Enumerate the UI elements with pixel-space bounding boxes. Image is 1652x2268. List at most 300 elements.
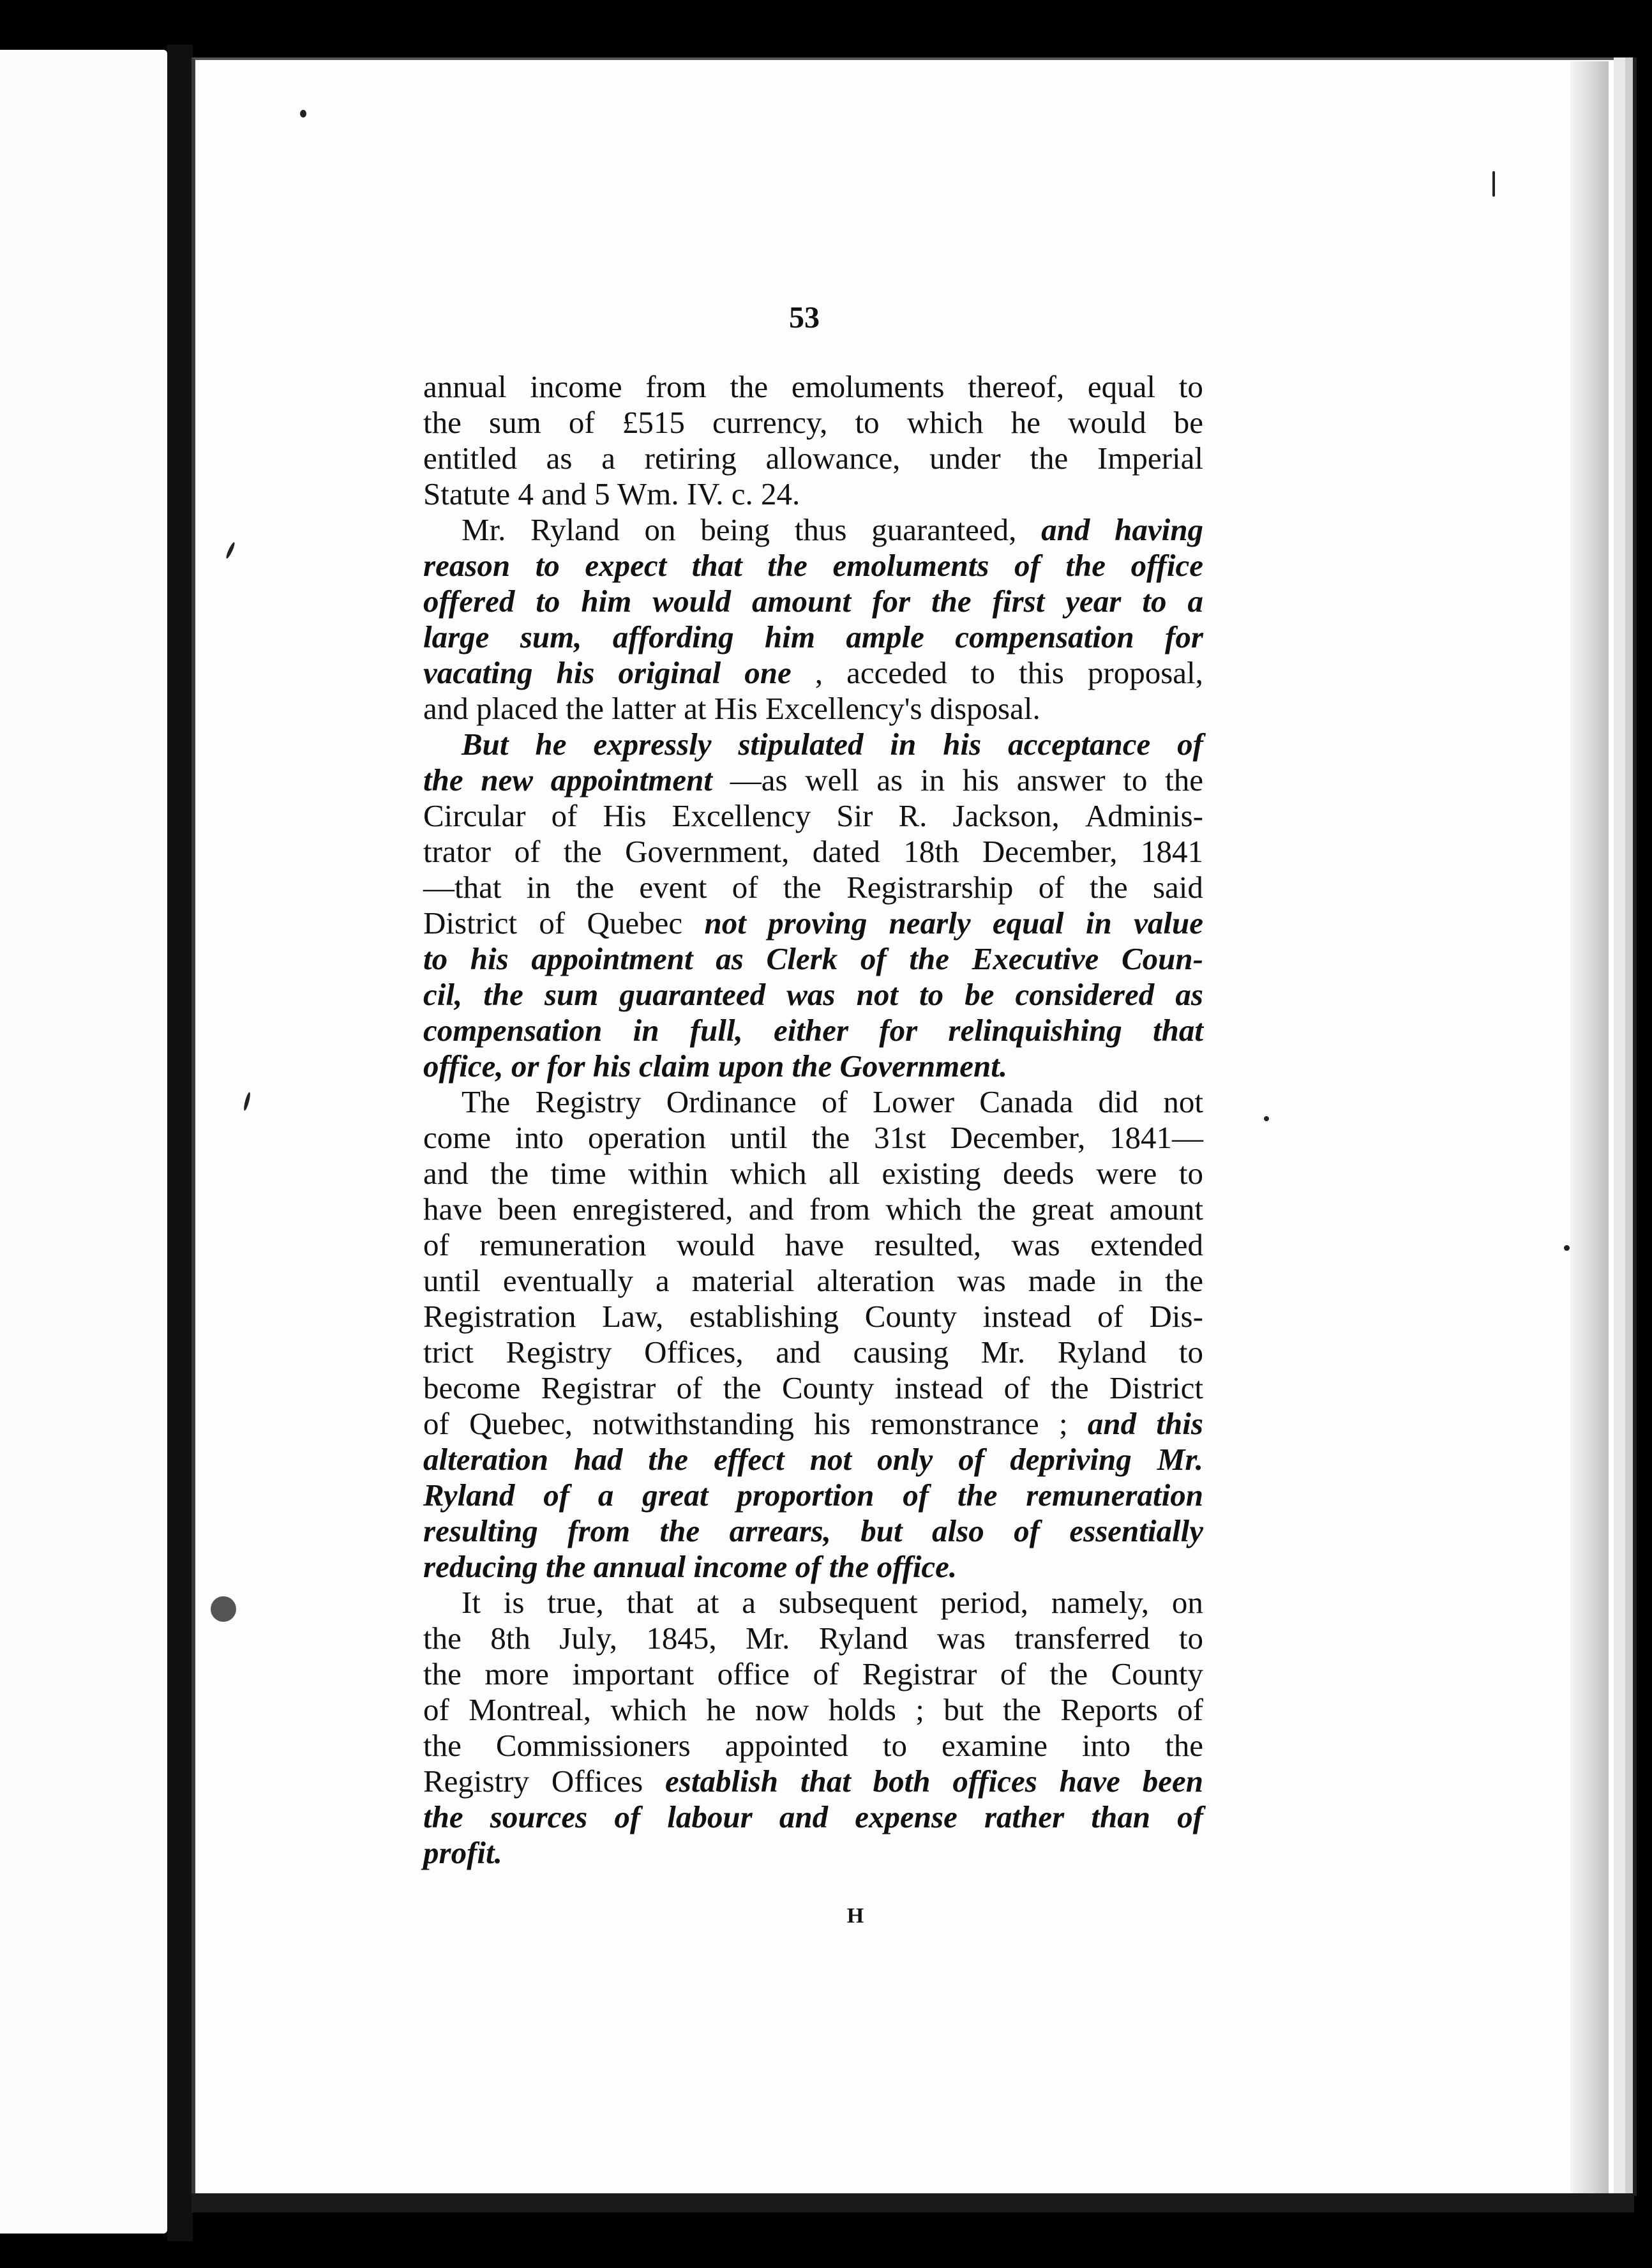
word: was [957, 1263, 1006, 1298]
word: of [1003, 1370, 1030, 1405]
word: under [929, 441, 1001, 476]
text-line [423, 655, 1203, 691]
word: office [717, 1656, 790, 1691]
word: 31st [874, 1120, 926, 1155]
ink-speck [300, 110, 306, 117]
word: Registry [506, 1334, 612, 1370]
book-gutter [167, 45, 193, 2241]
word: he [1010, 405, 1040, 440]
word: Mr. [745, 1621, 790, 1656]
word: Reports [1060, 1692, 1158, 1727]
word: to [970, 655, 995, 690]
word: of [813, 1656, 839, 1691]
word: the [1165, 1263, 1203, 1298]
word: the [490, 1156, 529, 1191]
italic-word: proving [768, 905, 867, 941]
italic-word: the [909, 941, 949, 976]
word: a [656, 1263, 670, 1298]
italic-word: sum, [520, 619, 582, 654]
text-line [423, 1120, 1203, 1156]
word: County [1111, 1656, 1203, 1691]
italic-word: full, [689, 1013, 743, 1048]
word: Sir [836, 798, 873, 833]
word: on [644, 512, 676, 547]
page-bottom-shadow [191, 2193, 1634, 2212]
word: until [423, 1263, 481, 1298]
word: Ryland [1057, 1334, 1147, 1370]
word: the [811, 1120, 850, 1155]
word: Offices, [644, 1334, 744, 1370]
word: answer [1016, 762, 1106, 798]
word: would [1068, 405, 1146, 440]
text-line [423, 619, 1203, 655]
italic-word: arrears, [729, 1513, 831, 1548]
text-line [423, 1013, 1203, 1048]
word: Circular [423, 798, 526, 833]
italic-word: the [931, 584, 972, 619]
word: amount [1109, 1191, 1203, 1227]
word: was [936, 1621, 986, 1656]
word: ; [915, 1692, 924, 1727]
word: did [1098, 1084, 1139, 1119]
word: Registry [535, 1084, 642, 1119]
word: instead [894, 1370, 984, 1405]
word: which [610, 1692, 687, 1727]
word: the [1089, 870, 1128, 905]
word: into [1081, 1728, 1131, 1763]
text-line [423, 1692, 1203, 1728]
text-line [423, 798, 1203, 834]
italic-word: one [744, 655, 792, 690]
text-line [423, 1156, 1203, 1191]
text-line [423, 1728, 1203, 1764]
word: ; [1058, 1406, 1068, 1441]
text-run: and placed the latter at His Excellency's disposal. [423, 691, 1040, 726]
italic-word: to [919, 977, 944, 1012]
word: July, [559, 1621, 617, 1656]
word: remonstrance [870, 1406, 1039, 1441]
word: the [423, 1728, 462, 1763]
word: which [885, 1191, 963, 1227]
italic-word: was [786, 977, 836, 1012]
word: of [676, 1370, 703, 1405]
word: trict [423, 1334, 474, 1370]
italic-word: a [597, 1478, 614, 1513]
italic-word: of [1014, 548, 1040, 583]
text-line [423, 1513, 1203, 1549]
ink-speck [1564, 1245, 1570, 1251]
word: causing [853, 1334, 949, 1370]
word: and [748, 1191, 794, 1227]
text-line [423, 1799, 1203, 1835]
text-line [423, 1764, 1203, 1799]
text-line [423, 1370, 1203, 1406]
word: being [700, 512, 770, 547]
word: important [572, 1656, 695, 1691]
italic-word: that [691, 548, 742, 583]
text-line [423, 1227, 1203, 1263]
word: become [423, 1370, 521, 1405]
signature-mark: H [846, 1904, 864, 1928]
word: extended [1090, 1227, 1203, 1262]
word: would [676, 1227, 755, 1262]
italic-word: a [1187, 584, 1203, 619]
word: which [906, 405, 984, 440]
italic-word: nearly [889, 905, 971, 941]
italic-word: than [1091, 1799, 1150, 1834]
text-line [423, 1263, 1203, 1299]
text-line [423, 1656, 1203, 1692]
text-line [423, 1406, 1203, 1442]
word: Lower [873, 1084, 955, 1119]
word: of [1177, 1692, 1203, 1727]
italic-word: this [1156, 1406, 1203, 1441]
word: on [1171, 1585, 1203, 1620]
word: this [1019, 655, 1064, 690]
word: transferred [1014, 1621, 1150, 1656]
word: in [526, 870, 551, 905]
word: alteration [816, 1263, 935, 1298]
italic-word: value [1134, 905, 1203, 941]
page-number: 53 [789, 301, 820, 335]
italic-word: original [618, 655, 721, 690]
word: annual [423, 369, 507, 404]
italic-word: of [903, 1478, 929, 1513]
word: holds [828, 1692, 896, 1727]
word: Government, [625, 834, 790, 869]
word: is [503, 1585, 525, 1620]
text-line [423, 369, 1203, 405]
word: the [423, 405, 462, 440]
word: the [1003, 1692, 1042, 1727]
word: of [423, 1227, 449, 1262]
italic-word: for [879, 1013, 918, 1048]
italic-word: not [704, 905, 746, 941]
italic-word: his [943, 727, 982, 762]
italic-word: that [1152, 1013, 1203, 1048]
word: guaranteed, [871, 512, 1017, 547]
word: subsequent [778, 1585, 918, 1620]
text-line [423, 870, 1203, 905]
word: to [855, 405, 880, 440]
word: of [539, 905, 566, 941]
word: the [723, 1370, 762, 1405]
word: that [626, 1585, 674, 1620]
italic-word: have [1059, 1764, 1120, 1799]
word: 1841— [1109, 1120, 1203, 1155]
italic-word: considered [1015, 977, 1155, 1012]
italic-word: had [574, 1442, 623, 1477]
italic-word: not [809, 1442, 852, 1477]
italic-word: as [1175, 977, 1203, 1012]
word: as [546, 441, 573, 476]
word: were [1096, 1156, 1157, 1191]
word: trator [423, 834, 492, 869]
italic-word: amount [751, 584, 852, 619]
word: Canada [979, 1084, 1074, 1119]
italic-word: compensation [423, 1013, 603, 1048]
italic-word: of [958, 1442, 985, 1477]
italic-word: stipulated [738, 727, 864, 762]
word: 1845, [646, 1621, 717, 1656]
word: he [706, 1692, 736, 1727]
word: in [920, 762, 945, 798]
italic-word: Executive [972, 941, 1099, 976]
ink-speck [211, 1596, 236, 1622]
italic-run: office, or for his claim upon the Government. [423, 1048, 1008, 1084]
word: great [1031, 1191, 1094, 1227]
word: income [530, 369, 622, 404]
italic-word: for [1165, 619, 1203, 654]
word: as [876, 762, 903, 798]
italic-word: and [779, 1799, 829, 1834]
word: said [1152, 870, 1203, 905]
word: from [645, 369, 707, 404]
text-line [423, 834, 1203, 870]
italic-word: the [957, 1478, 998, 1513]
word: be [1173, 405, 1203, 440]
word: namely, [1051, 1585, 1150, 1620]
text-line [423, 977, 1203, 1013]
word: the [1165, 762, 1203, 798]
italic-word: either [774, 1013, 849, 1048]
word: and [423, 1156, 469, 1191]
page-stack-edge [1570, 61, 1609, 2194]
word: acceded [846, 655, 947, 690]
word: the [576, 870, 615, 905]
word: R. [898, 798, 927, 833]
ink-speck [1492, 171, 1495, 197]
word: true, [547, 1585, 604, 1620]
word: December, [982, 834, 1118, 869]
word: Ordinance [666, 1084, 797, 1119]
italic-word: but [860, 1513, 903, 1548]
text-line [423, 476, 1203, 512]
italic-word: relinquishing [948, 1013, 1122, 1048]
italic-word: first [992, 584, 1045, 619]
italic-word: of [860, 941, 887, 976]
text-line [423, 1048, 1203, 1084]
word: enregistered, [572, 1191, 733, 1227]
word: made [1028, 1263, 1096, 1298]
italic-word: year [1065, 584, 1122, 619]
word: Montreal, [469, 1692, 592, 1727]
word: Mr. [462, 512, 506, 547]
body-text [423, 369, 1203, 1871]
word: material [691, 1263, 795, 1298]
word: Ryland [530, 512, 620, 547]
italic-word: great [642, 1478, 709, 1513]
text-line [423, 1334, 1203, 1370]
text-line [423, 762, 1203, 798]
word: have [785, 1227, 845, 1262]
italic-word: resulting [423, 1513, 538, 1548]
word: now [755, 1692, 809, 1727]
word: of [1038, 870, 1065, 905]
word: all [829, 1156, 860, 1191]
word: , [815, 655, 823, 690]
text-line [423, 941, 1203, 977]
word: Registry [423, 1764, 530, 1799]
italic-word: vacating [423, 655, 533, 690]
italic-word: remuneration [1026, 1478, 1203, 1513]
word: the [563, 834, 602, 869]
word: Quebec [587, 905, 683, 941]
word: Offices [551, 1764, 643, 1799]
word: within [628, 1156, 709, 1191]
italic-word: of [1177, 727, 1203, 762]
word: the [1165, 1728, 1203, 1763]
italic-word: not [856, 977, 898, 1012]
italic-word: offered [423, 584, 515, 619]
italic-word: Coun- [1121, 941, 1203, 976]
italic-word: essentially [1069, 1513, 1203, 1548]
text-line [423, 691, 1203, 727]
italic-word: the [483, 977, 523, 1012]
word: of [568, 405, 595, 440]
word: examine [941, 1728, 1048, 1763]
word: emoluments [791, 369, 945, 404]
word: to [882, 1728, 908, 1763]
word: Dis- [1149, 1299, 1203, 1334]
word: remuneration [479, 1227, 647, 1262]
word: thereof, [968, 369, 1065, 404]
italic-run: reducing the annual income of the office. [423, 1549, 957, 1584]
italic-word: of [1014, 1513, 1040, 1548]
italic-word: to [1142, 584, 1167, 619]
word: entitled [423, 441, 517, 476]
word: of [423, 1406, 449, 1441]
italic-word: rather [984, 1799, 1065, 1834]
italic-word: equal [992, 905, 1064, 941]
italic-word: cil, [423, 977, 463, 1012]
word: 8th [490, 1621, 530, 1656]
italic-word: the [767, 548, 807, 583]
word: instead [982, 1299, 1072, 1334]
italic-word: office [1130, 548, 1203, 583]
word: Adminis- [1085, 798, 1203, 833]
word: to [1178, 369, 1203, 404]
word: event [639, 870, 707, 905]
word: allowance, [765, 441, 901, 476]
word: Registrar [862, 1656, 977, 1691]
text-line [423, 1191, 1203, 1227]
text-line [423, 1835, 1203, 1871]
italic-word: be [965, 977, 995, 1012]
italic-word: affording [612, 619, 734, 654]
word: well [805, 762, 859, 798]
italic-word: Mr. [1157, 1442, 1203, 1477]
italic-word: compensation [955, 619, 1134, 654]
italic-run: profit. [423, 1835, 502, 1870]
italic-word: would [652, 584, 731, 619]
text-line [423, 1442, 1203, 1478]
word: £515 [622, 405, 685, 440]
word: until [730, 1120, 788, 1155]
italic-word: and [1041, 512, 1090, 547]
word: existing [882, 1156, 981, 1191]
italic-word: his [470, 941, 509, 976]
word: the [1030, 441, 1069, 476]
word: been [497, 1191, 557, 1227]
italic-word: both [873, 1764, 931, 1799]
word: into [514, 1120, 564, 1155]
word: his [962, 762, 1000, 798]
text-line [423, 905, 1203, 941]
word: dated [812, 834, 880, 869]
italic-word: emoluments [832, 548, 989, 583]
word: the [1049, 1656, 1088, 1691]
italic-word: of [1177, 1799, 1203, 1834]
italic-word: also [932, 1513, 984, 1548]
word: Registrar [541, 1370, 656, 1405]
ink-speck [1264, 1116, 1269, 1121]
italic-word: having [1115, 512, 1203, 547]
italic-word: alteration [423, 1442, 549, 1477]
text-run: Statute 4 and 5 Wm. IV. c. 24. [423, 476, 800, 511]
word: to [1178, 1621, 1203, 1656]
text-line [423, 727, 1203, 762]
text-line [423, 1299, 1203, 1334]
italic-word: as [716, 941, 744, 976]
italic-word: appointment [550, 762, 712, 798]
word: —as [730, 762, 788, 798]
italic-word: proportion [737, 1478, 875, 1513]
italic-word: been [1142, 1764, 1203, 1799]
italic-word: offices [952, 1764, 1037, 1799]
word: eventually [502, 1263, 633, 1298]
word: time [550, 1156, 606, 1191]
word: of [822, 1084, 848, 1119]
italic-word: to [536, 584, 560, 619]
text-line [423, 405, 1203, 441]
italic-word: labour [667, 1799, 753, 1834]
italic-word: expense [855, 1799, 957, 1834]
word: to [1123, 762, 1148, 798]
word: appointed [725, 1728, 848, 1763]
word: the [783, 870, 822, 905]
word: a [742, 1585, 756, 1620]
italic-word: the [423, 762, 463, 798]
word: Imperial [1097, 441, 1203, 476]
italic-word: in [1085, 905, 1112, 941]
word: Jackson, [952, 798, 1060, 833]
word: December, [950, 1120, 1086, 1155]
word: not [1163, 1084, 1203, 1119]
word: of [423, 1692, 449, 1727]
word: establishing [689, 1299, 839, 1334]
italic-word: effect [714, 1442, 785, 1477]
word: operation [587, 1120, 706, 1155]
word: in [1118, 1263, 1143, 1298]
word: at [696, 1585, 719, 1620]
italic-word: expressly [593, 727, 712, 762]
word: Quebec, [469, 1406, 573, 1441]
word: of [514, 834, 541, 869]
italic-word: in [633, 1013, 659, 1048]
word: thus [794, 512, 847, 547]
italic-word: and [1087, 1406, 1137, 1441]
word: —that [423, 870, 502, 905]
italic-word: he [535, 727, 567, 762]
text-line [423, 512, 1203, 548]
previous-page-edge [0, 50, 167, 2234]
word: His [603, 798, 647, 833]
word: Registration [423, 1299, 576, 1334]
text-line [423, 441, 1203, 476]
word: come [423, 1120, 492, 1155]
word: a [601, 441, 615, 476]
